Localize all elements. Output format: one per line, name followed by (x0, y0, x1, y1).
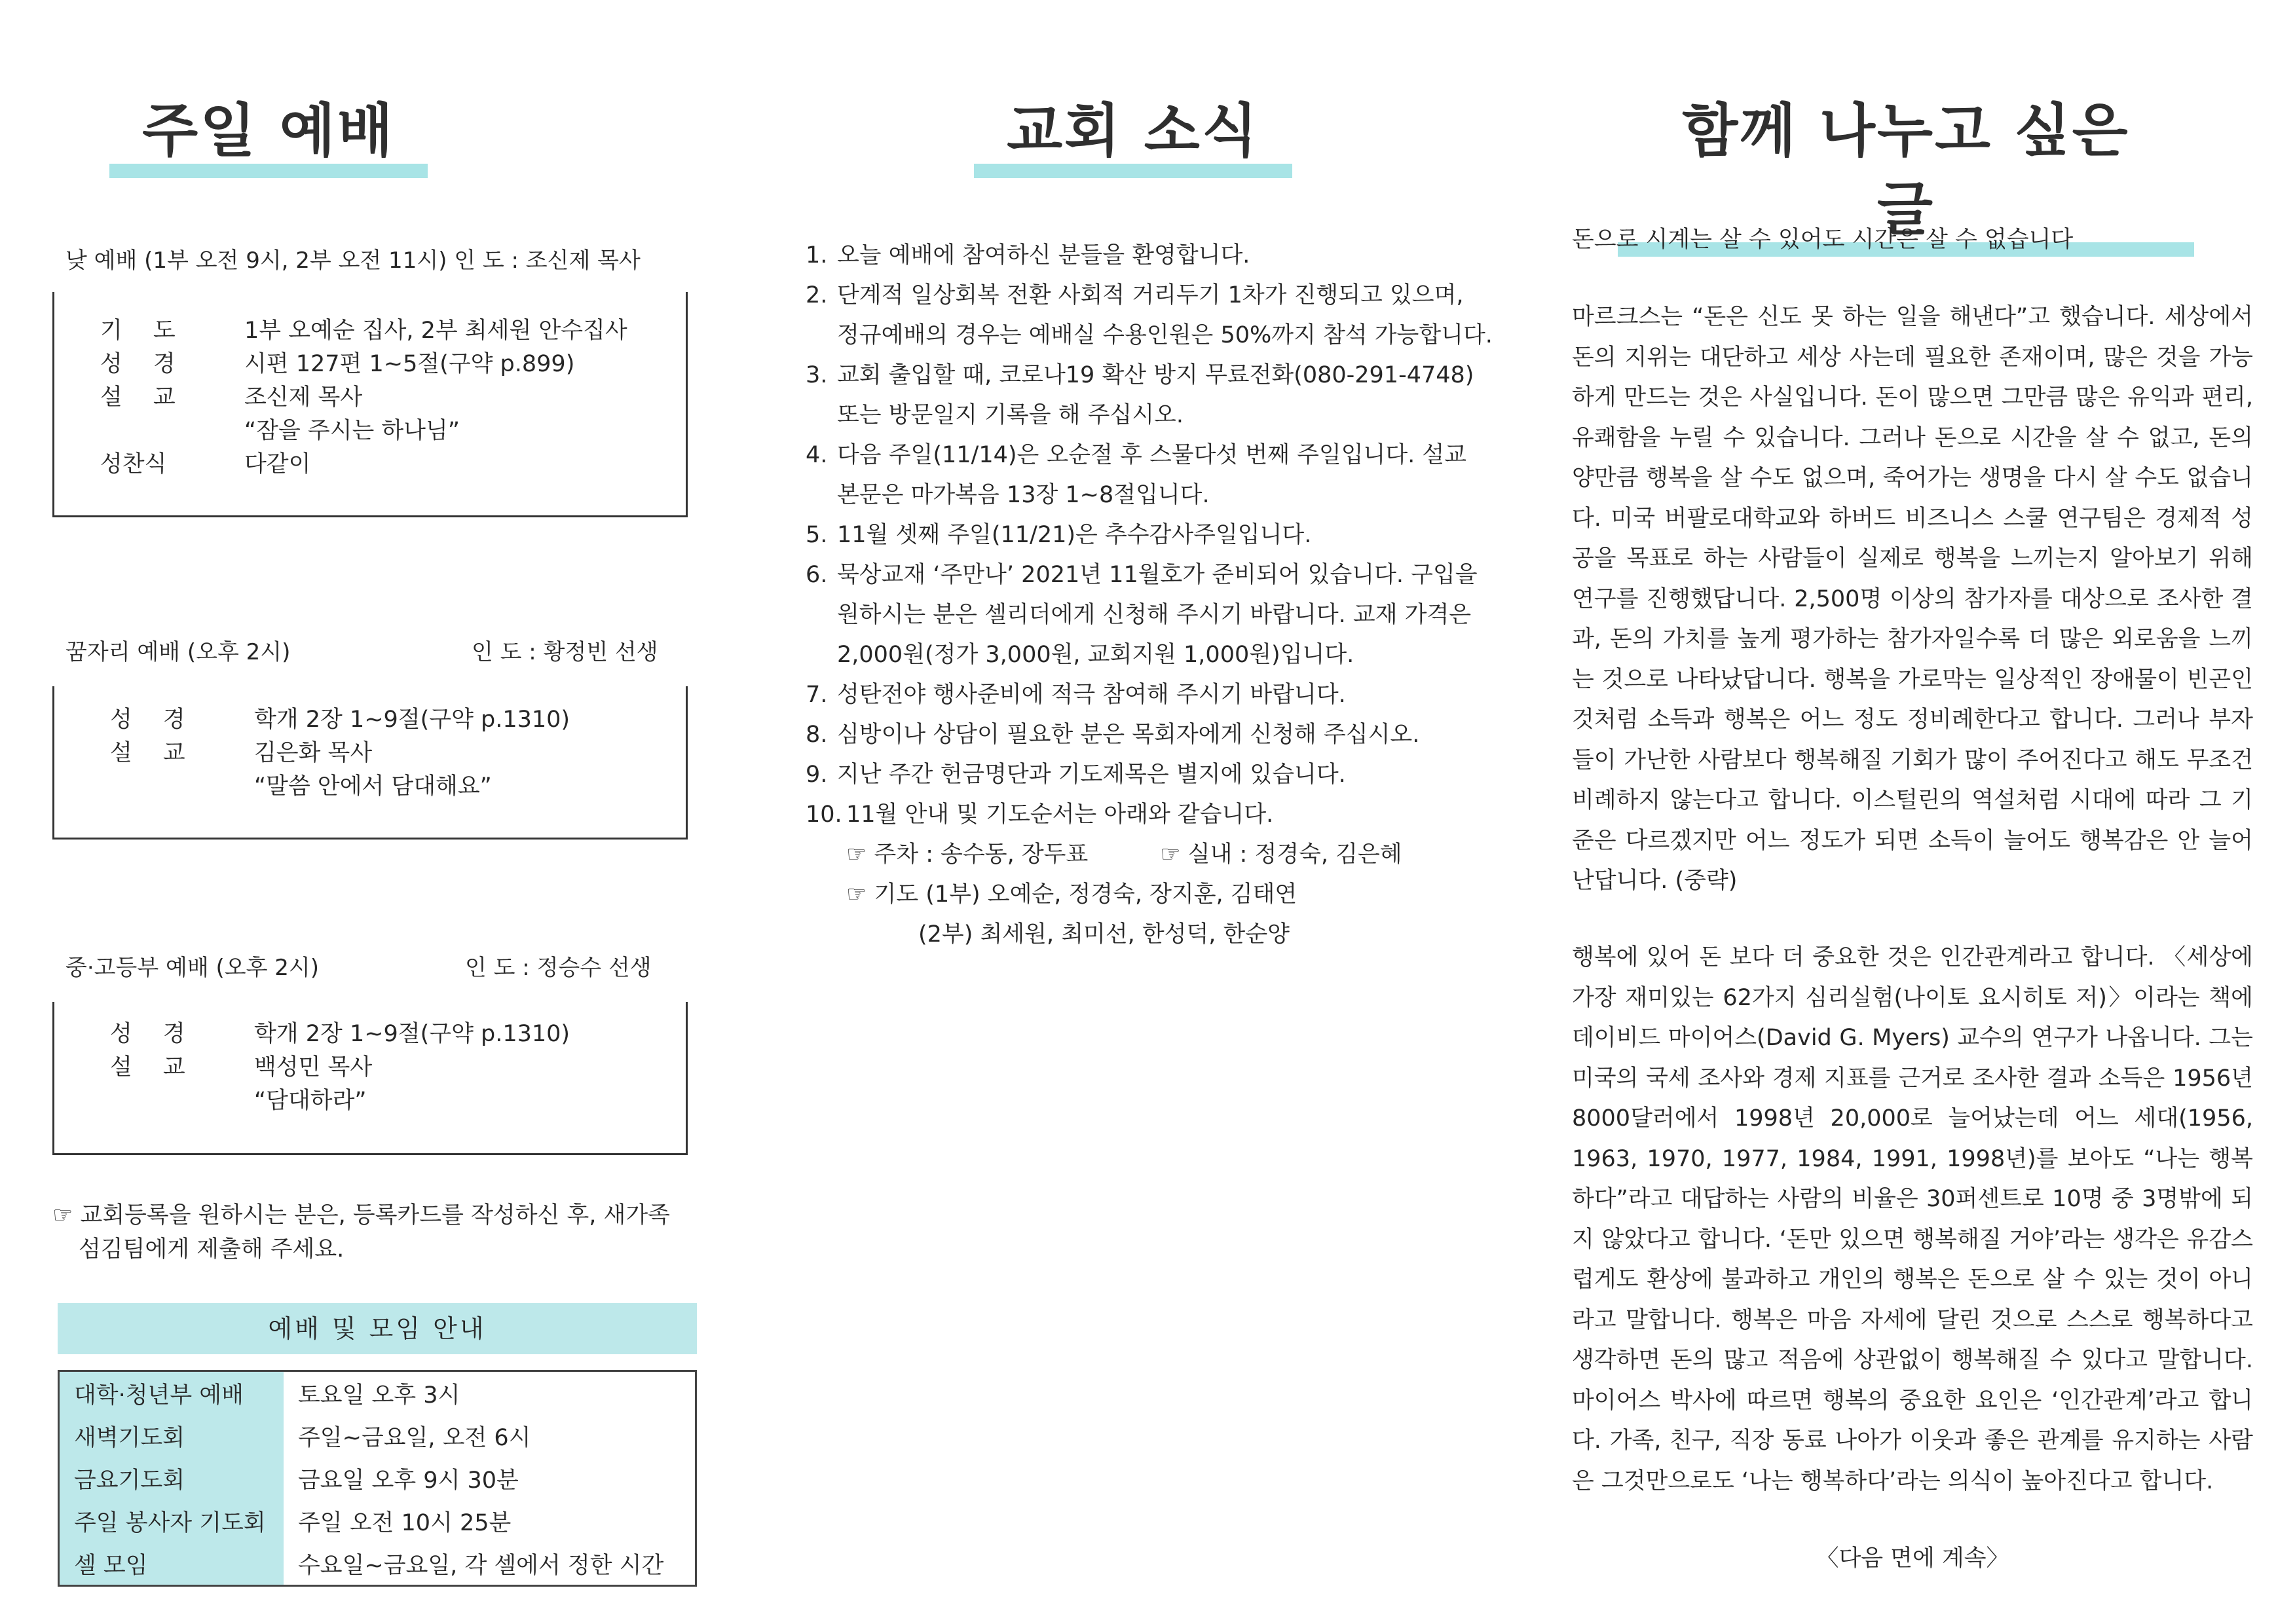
detail-row: “말씀 안에서 담대해요” (254, 773, 492, 800)
news-list (806, 236, 1493, 955)
detail-row: 설 교 조신제 목사 (100, 384, 363, 411)
table-row: 새벽기도회 주일~금요일, 오전 6시 (59, 1414, 696, 1457)
news-title: 교회 소식 (974, 92, 1292, 170)
kids-worship-rows (110, 703, 570, 803)
youth-worship-time: 중·고등부 예배 (오후 2시) (65, 955, 319, 981)
day-worship-header: 낮 예배 (1부 오전 9시, 2부 오전 11시) 인 도 : 조신제 목사 (65, 248, 641, 274)
kids-worship-time: 꿈자리 예배 (오후 2시) (65, 639, 291, 665)
list-item: 10. 11월 안내 및 기도순서는 아래와 같습니다. (806, 802, 1274, 828)
detail-row: 기 도 1부 오예순 집사, 2부 최세원 안수집사 (100, 318, 627, 344)
detail-row: “잠을 주시는 하나님” (244, 418, 460, 444)
detail-row: 설 교 김은화 목사 (110, 740, 373, 766)
list-item: 6. 묵상교재 ‘주만나’ 2021년 11월호가 준비되어 있습니다. 구입을 원하시는 분은 셀리더에게 신청해 주시기 바랍니다. 교재 가격은 2,000원(정가 3,000원, 교회지원 1,000원)입니다. (806, 562, 1478, 668)
day-worship-box (52, 292, 688, 517)
news-title-wrap (969, 92, 1297, 170)
detail-row: 성 경 학개 2장 1~9절(구약 p.1310) (110, 1021, 570, 1047)
essay-subtitle: 돈으로 시계는 살 수 있어도 시간은 살 수 없습니다 (1572, 227, 2074, 253)
parking-duty: ☞ 주차 : 송수동, 장두표 (846, 841, 1089, 868)
title-highlight (109, 164, 428, 178)
worship-title-wrap (52, 92, 485, 170)
detail-row: 설 교 백성민 목사 (110, 1054, 373, 1080)
essay-title: 함께 나누고 싶은 글 (1618, 92, 2194, 249)
worship-title: 주일 예배 (109, 92, 428, 170)
detail-row: 성 경 시편 127편 1~5절(구약 p.899) (100, 351, 575, 377)
youth-worship-box (52, 1002, 688, 1155)
guide-title: 예배 및 모임 안내 (58, 1303, 697, 1354)
kids-worship-box (52, 686, 688, 840)
prayer-first-service: ☞ 기도 (1부) 오예순, 정경숙, 장지훈, 김태연 (846, 881, 1297, 908)
list-item: 5. 11월 셋째 주일(11/21)은 추수감사주일입니다. (806, 522, 1312, 548)
continued-note: 〈다음 면에 계속〉 (1816, 1545, 2009, 1572)
youth-worship-rows (110, 1018, 570, 1118)
day-worship-rows (100, 314, 627, 481)
list-item: 9. 지난 주간 헌금명단과 기도제목은 별지에 있습니다. (806, 762, 1346, 788)
youth-worship-header (65, 953, 701, 982)
register-note-line1: ☞ 교회등록을 원하시는 분은, 등록카드를 작성하신 후, 새가족 (52, 1202, 670, 1228)
essay-paragraph-2: 행복에 있어 돈 보다 더 중요한 것은 인간관계라고 합니다. 〈세상에 가장 재미있는 62가지 심리실험(나이토 요시히토 저)〉이라는 책에 데이비드 마이어스(David G. Myers) 교수의 연구가 나옵니다. 그는 미국의 국세 조사와 경제 지표를 근거로 조사한 결과 소득은 1956년 8000달러에서 1998년 20,000로 늘어났는데 어느 세대(1956, 1963, 1970, 1977, 1984, 1991, 1998년)를 보아도 “나는 행복하다”라고 대답하는 사람의 비율은 30퍼센트로 10명 중 3명밖에 되지 않았다고 합니다. ‘돈만 있으면 행복해질 거야’라는 생각은 유감스럽게도 환상에 불과하고 개인의 행복은 돈으로 살 수 있는 것이 아니라고 말합니다. 행복은 마음 자세에 달린 것으로 스스로 행복하다고 생각하면 돈의 많고 적음에 상관없이 행복해질 수 있다고 말합니다. 마이어스 박사에 따르면 행복의 중요한 요인은 ‘인간관계’라고 합니다. 가족, 친구, 직장 동료 나아가 이웃과 좋은 관계를 유지하는 사람은 그것만으로도 ‘나는 행복하다’라는 의식이 높아진다고 합니다. (1572, 944, 2253, 1494)
title-highlight (974, 164, 1292, 178)
table-row: 대학·청년부 예배 토요일 오후 3시 (59, 1371, 696, 1415)
detail-row: “담대하라” (254, 1088, 367, 1114)
kids-worship-header (65, 638, 701, 667)
list-item: 7. 성탄전야 행사준비에 적극 참여해 주시기 바랍니다. (806, 682, 1346, 708)
detail-row: 성 경 학개 2장 1~9절(구약 p.1310) (110, 707, 570, 733)
youth-worship-leader: 인 도 : 정승수 선생 (465, 955, 652, 981)
list-item: 2. 단계적 일상회복 전환 사회적 거리두기 1차가 진행되고 있으며, 정규예배의 경우는 예배실 수용인원은 50%까지 참석 가능합니다. (806, 282, 1493, 348)
table-row: 셀 모임 수요일~금요일, 각 셀에서 정한 시간 (59, 1542, 696, 1586)
list-item: 8. 심방이나 상담이 필요한 분은 목회자에게 신청해 주십시오. (806, 722, 1420, 748)
list-item: 3. 교회 출입할 때, 코로나19 확산 방지 무료전화(080-291-4748) 또는 방문일지 기록을 해 주십시오. (806, 362, 1474, 428)
register-note (52, 1198, 694, 1266)
essay-paragraph-1: 마르크스는 “돈은 신도 못 하는 일을 해낸다”고 했습니다. 세상에서 돈의 지위는 대단하고 세상 사는데 필요한 존재이며, 많은 것을 가능하게 만드는 것은 사실입니다. 돈이 많으면 그만큼 많은 유익과 편리, 유쾌함을 누릴 수 있습니다. 그러나 돈으로 시간을 살 수 없고, 돈의 양만큼 행복을 살 수도 없으며, 죽어가는 생명을 다시 살 수도 없습니다. 미국 버팔로대학교와 하버드 비즈니스 스쿨 연구팀은 경제적 성공을 목표로 하는 사람들이 실제로 행복을 느끼는지 알아보기 위해 연구를 진행했답니다. 2,500명 이상의 참가자를 대상으로 조사한 결과, 돈의 가치를 높게 평가하는 참가자일수록 더 많은 외로움을 느끼는 것으로 나타났답니다. 행복을 가로막는 일상적인 장애물이 빈곤인 것처럼 소득과 행복은 어느 정도 정비례한다고 합니다. 그러나 부자들이 가난한 사람보다 행복해질 기회가 많이 주어진다고 해도 무조건 비례하지 않는다고 합니다. 이스털린의 역설처럼 시대에 따라 그 기준은 다르겠지만 어느 정도가 되면 소득이 늘어도 행복감은 안 늘어난답니다. (중략) (1572, 304, 2253, 894)
prayer-second-service: (2부) 최세원, 최미선, 한성덕, 한순양 (918, 921, 1290, 948)
register-note-line2: 섬김팀에게 제출해 주세요. (79, 1236, 345, 1263)
detail-row: 성찬식 다같이 (100, 451, 311, 477)
indoor-duty: ☞ 실내 : 정경숙, 김은혜 (1160, 841, 1402, 868)
guide-table (58, 1370, 697, 1587)
table-row: 주일 봉사자 기도회 주일 오전 10시 25분 (59, 1500, 696, 1542)
kids-worship-leader: 인 도 : 황정빈 선생 (472, 639, 658, 665)
list-item: 4. 다음 주일(11/14)은 오순절 후 스물다섯 번째 주일입니다. 설교 본문은 마가복음 13장 1~8절입니다. (806, 442, 1466, 508)
parking-indoor-line (806, 835, 1493, 875)
table-row: 금요기도회 금요일 오후 9시 30분 (59, 1457, 696, 1500)
list-item: 1. 오늘 예배에 참여하신 분들을 환영합니다. (806, 242, 1250, 268)
